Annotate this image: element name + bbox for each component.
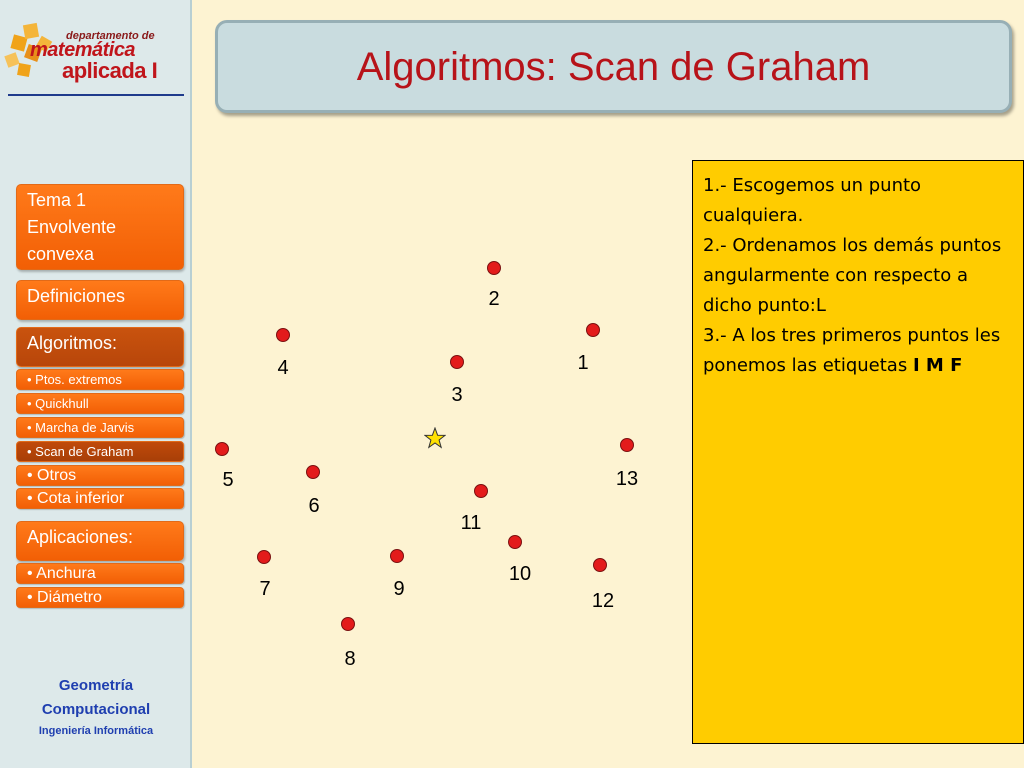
footer-ingenieria: Ingeniería Informática <box>38 725 154 737</box>
footer-geometria: Geometría <box>58 677 134 694</box>
point-marker <box>306 465 320 479</box>
nav-definiciones[interactable] <box>16 280 184 320</box>
point-label: 11 <box>460 512 482 534</box>
point-label: 1 <box>577 352 589 374</box>
point-marker <box>390 549 404 563</box>
point-label: 4 <box>277 357 289 379</box>
point-marker <box>276 328 290 342</box>
point-marker <box>474 484 488 498</box>
point-marker <box>257 550 271 564</box>
nav-sub-diametro[interactable] <box>16 587 184 608</box>
steps-panel <box>692 160 1024 744</box>
nav-aplicaciones-label: Aplicaciones: <box>27 527 134 547</box>
step-2: 2.- Ordenamos los demás puntos angularmente con respecto a dicho punto:L <box>703 235 1002 316</box>
point-marker <box>341 617 355 631</box>
footer-computacional: Computacional <box>41 701 151 718</box>
title-banner <box>215 20 1012 113</box>
nav-tema-1[interactable] <box>16 184 184 270</box>
nav-tema-label: Tema 1 Envolvente convexa <box>27 190 117 264</box>
point-label: 9 <box>393 578 405 600</box>
point-marker <box>586 323 600 337</box>
point-marker <box>620 438 634 452</box>
point-label: 13 <box>615 468 639 490</box>
nav-sub-label: • Otros <box>27 467 77 484</box>
course-footer <box>0 674 192 740</box>
point-label: 8 <box>344 648 356 670</box>
point-marker <box>508 535 522 549</box>
point-label: 12 <box>591 590 615 612</box>
point-marker <box>593 558 607 572</box>
point-label: 3 <box>451 384 463 406</box>
star-icon <box>424 427 446 449</box>
logo-divider <box>8 94 184 96</box>
point-label: 10 <box>508 563 532 585</box>
nav-sub-label: • Scan de Graham <box>27 444 134 459</box>
nav-sub-quickhull[interactable] <box>16 393 184 414</box>
sidebar <box>0 0 192 768</box>
nav-sub-anchura[interactable] <box>16 563 184 584</box>
logo-text-departamento: departamento de <box>66 30 155 42</box>
point-label: 6 <box>308 495 320 517</box>
nav-sub-label: • Marcha de Jarvis <box>27 420 135 435</box>
nav-sub-scan-de-graham[interactable] <box>16 441 184 462</box>
nav-sub-label: • Diámetro <box>27 589 102 606</box>
nav-sub-label: • Cota inferior <box>27 490 125 507</box>
nav-sub-cota-inferior[interactable] <box>16 488 184 509</box>
logo-text-aplicada: aplicada I <box>62 58 158 83</box>
step-3-labels: I M F <box>912 355 963 376</box>
step-3-text: 3.- A los tres primeros puntos les ponemos las etiquetas <box>703 325 1001 376</box>
point-set-diagram <box>200 250 680 690</box>
point-label: 2 <box>488 288 500 310</box>
page-title: Algoritmos: Scan de Graham <box>356 45 871 89</box>
point-label: 7 <box>259 578 271 600</box>
nav-sub-marcha-de-jarvis[interactable] <box>16 417 184 438</box>
point-marker <box>450 355 464 369</box>
department-logo <box>4 16 188 82</box>
nav-sub-label: • Anchura <box>27 565 96 582</box>
nav-algoritmos-label: Algoritmos: <box>27 333 118 353</box>
step-1: 1.- Escogemos un punto cualquiera. <box>703 175 922 226</box>
logo-text-matematica: matemática <box>30 39 136 61</box>
nav-aplicaciones[interactable] <box>16 521 184 561</box>
nav-algoritmos[interactable] <box>16 327 184 367</box>
point-label: 5 <box>222 469 234 491</box>
point-marker <box>487 261 501 275</box>
point-marker <box>215 442 229 456</box>
step-3 <box>703 321 1013 381</box>
nav-sub-label: • Ptos. extremos <box>27 372 122 387</box>
nav-sub-ptos-extremos[interactable] <box>16 369 184 390</box>
nav-sub-label: • Quickhull <box>27 396 89 411</box>
nav-definiciones-label: Definiciones <box>27 286 126 306</box>
nav-sub-otros[interactable] <box>16 465 184 486</box>
